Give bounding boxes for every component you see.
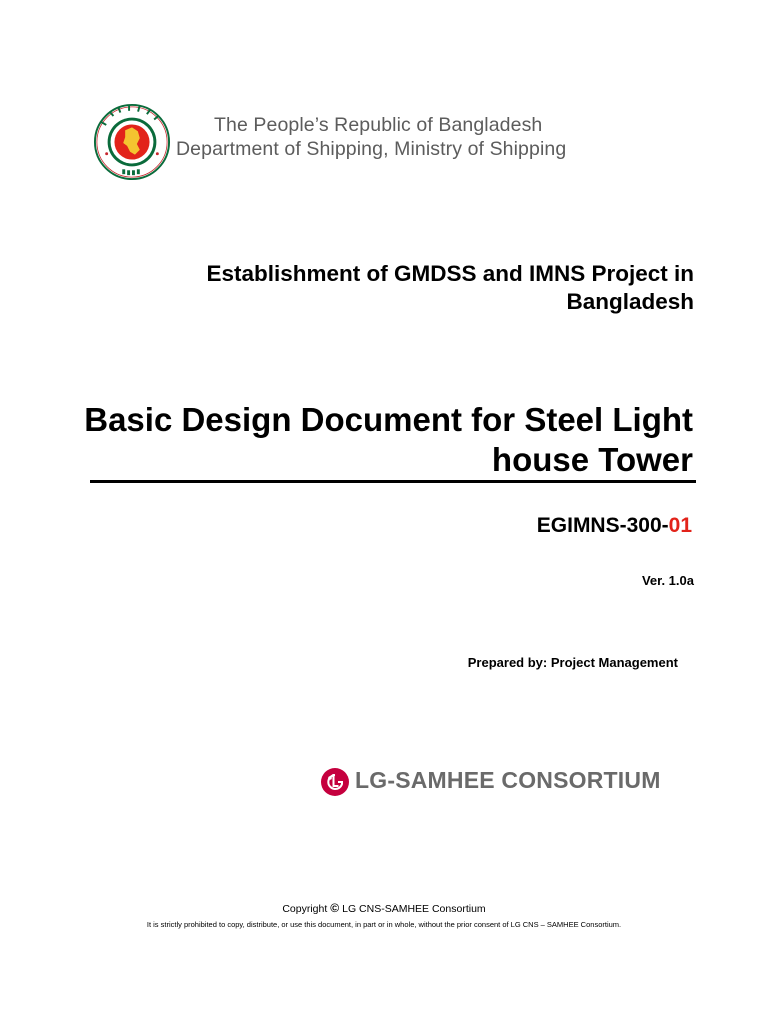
document-version: Ver. 1.0a — [641, 573, 694, 588]
copyright-prefix: Copyright — [282, 903, 328, 915]
header-country-line: The People’s Republic of Bangladesh — [214, 114, 543, 136]
document-title: Basic Design Document for Steel Light house Tower — [84, 401, 693, 478]
title-divider — [90, 480, 696, 483]
copyright-symbol: © — [330, 901, 340, 915]
copyright-holder: LG CNS-SAMHEE Consortium — [342, 903, 486, 915]
prepared-by: Prepared by: Project Management — [467, 655, 678, 670]
legal-notice: It is strictly prohibited to copy, distribute, or use this document, in part or in whole, without the prior consent of LG CNS – SAMHEE Consortium. — [146, 920, 622, 929]
copyright-line — [0, 901, 768, 915]
government-seal-icon — [93, 103, 171, 181]
lg-logo-icon — [320, 767, 350, 797]
header-department-line: Department of Shipping, Ministry of Shipping — [176, 138, 567, 160]
consortium-name: LG-SAMHEE CONSORTIUM — [355, 767, 661, 793]
project-title: Establishment of GMDSS and IMNS Project in Bangladesh — [206, 261, 694, 314]
document-code-prefix: EGIMNS-300- — [536, 514, 669, 537]
document-code-suffix: 01 — [668, 514, 692, 537]
document-code — [537, 514, 692, 538]
